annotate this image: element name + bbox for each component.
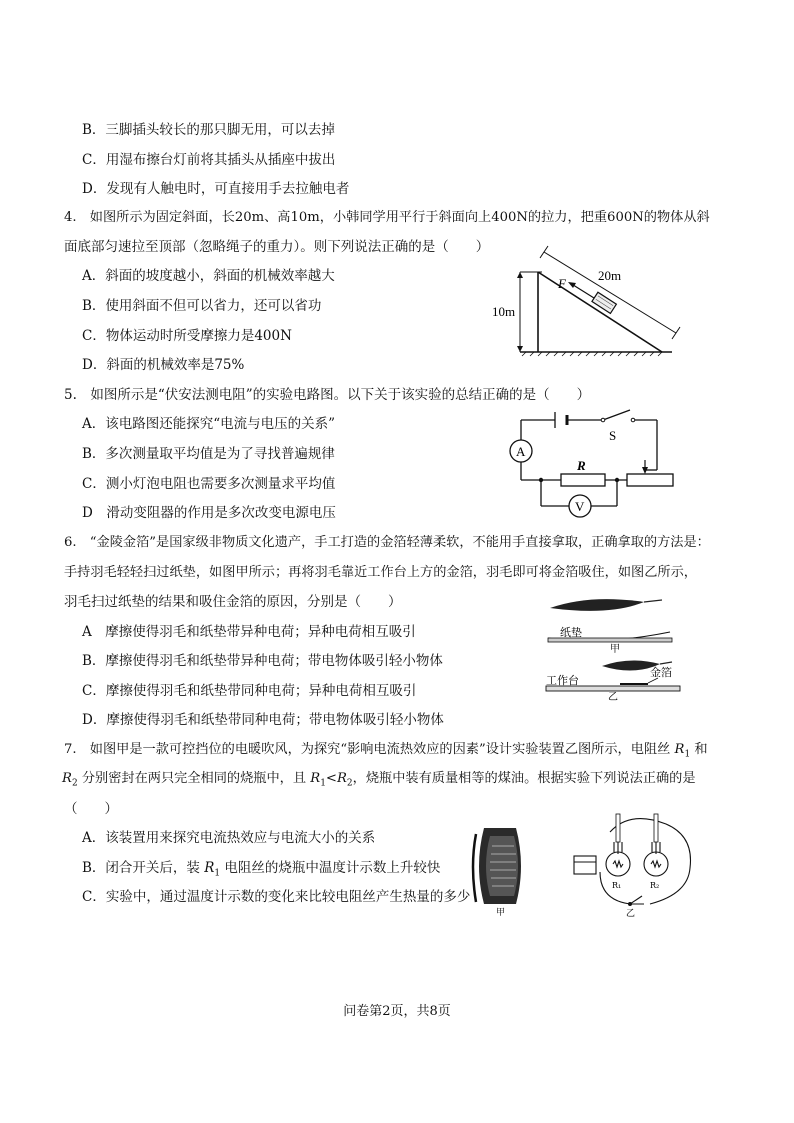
feather-figure bbox=[540, 594, 690, 702]
q7-option-a: A．该装置用来探究电流热效应与电流大小的关系 bbox=[82, 830, 376, 846]
q3-option-b: B．三脚插头较长的那只脚无用，可以去掉 bbox=[82, 122, 335, 138]
r2-flask-label: R₂ bbox=[650, 881, 660, 890]
gold-foil-label: 金箔 bbox=[650, 666, 672, 679]
q5-option-d: D 滑动变阻器的作用是多次改变电源电压 bbox=[82, 505, 336, 521]
q7-answer-blank: （ ） bbox=[64, 801, 118, 817]
switch-label: S bbox=[609, 428, 617, 443]
q6-stem-line2: 手持羽毛轻轻扫过纸垫，如图甲所示；再将羽毛靠近工作台上方的金箔，羽毛即可将金箔吸住，如图乙所示， bbox=[64, 565, 697, 580]
q5-option-b: B．多次测量取平均值是为了寻找普遍规律 bbox=[82, 446, 335, 462]
q6-option-a: A 摩擦使得羽毛和纸垫带异种电荷；异种电荷相互吸引 bbox=[82, 624, 416, 640]
q4-option-b: B．使用斜面不但可以省力，还可以省功 bbox=[82, 298, 322, 314]
q6-stem-line1: 6. “金陵金箔”是国家级非物质文化遗产，手工打造的金箔轻薄柔软，不能用手直接拿取，正确拿取的方法是： bbox=[64, 535, 710, 550]
q4-option-c: C．物体运动时所受摩擦力是400N bbox=[82, 328, 292, 344]
q6-stem-line3: 羽毛扫过纸垫的结果和吸住金箔的原因，分别是（ ） bbox=[64, 594, 402, 610]
q5-option-c: C．测小灯泡电阻也需要多次测量求平均值 bbox=[82, 476, 336, 492]
figure-yi-label: 乙 bbox=[608, 692, 618, 702]
height-label: 10m bbox=[492, 304, 516, 319]
q7-stem-line2: $R_2$ 分别密封在两只完全相同的烧瓶中，且 $R_1<R_2$，烧瓶中装有质量相等的煤油。根据实验下列说法正确的是 bbox=[62, 771, 696, 789]
q6-option-b: B．摩擦使得羽毛和纸垫带异种电荷；带电物体吸引轻小物体 bbox=[82, 653, 443, 669]
paper-pad-label: 纸垫 bbox=[560, 626, 582, 639]
ammeter-label: A bbox=[516, 444, 526, 459]
q5-stem: 5. 如图所示是“伏安法测电阻”的实验电路图。以下关于该实验的总结正确的是（ ） bbox=[64, 387, 591, 403]
q7-option-c: C．实验中，通过温度计示数的变化来比较电阻丝产生热量的多少 bbox=[82, 889, 471, 905]
heater-figure bbox=[470, 822, 532, 918]
r1-flask-label: R₁ bbox=[612, 881, 622, 890]
q6-option-d: D．摩擦使得羽毛和纸垫带同种电荷；带电物体吸引轻小物体 bbox=[82, 712, 444, 728]
page-footer: 问卷第2页，共8页 bbox=[343, 1004, 451, 1019]
voltmeter-label: V bbox=[575, 499, 585, 514]
q6-option-c: C．摩擦使得羽毛和纸垫带同种电荷；异种电荷相互吸引 bbox=[82, 683, 417, 699]
length-label: 20m bbox=[598, 268, 622, 283]
figure-yi-label-q7: 乙 bbox=[626, 909, 636, 919]
q7-option-b: B．闭合开关后，装 $R_1$ 电阻丝的烧瓶中温度计示数上升较快 bbox=[82, 860, 441, 879]
q7-stem-line1: 7. 如图甲是一款可控挡位的电暖吹风，为探究“影响电流热效应的因素”设计实验装置乙图所示，电阻丝 $R_1$ 和 bbox=[64, 742, 708, 760]
q3-option-c: C．用湿布擦台灯前将其插头从插座中拔出 bbox=[82, 152, 336, 168]
figure-jia-label: 甲 bbox=[610, 644, 620, 655]
q4-option-a: A．斜面的坡度越小，斜面的机械效率越大 bbox=[82, 268, 335, 284]
resistor-label: R bbox=[577, 458, 586, 473]
circuit-figure bbox=[505, 404, 685, 522]
workbench-label: 工作台 bbox=[546, 674, 579, 687]
q4-stem-line2: 面底部匀速拉至顶部（忽略绳子的重力）。则下列说法正确的是（ ） bbox=[64, 239, 490, 255]
thermal-apparatus-figure bbox=[570, 812, 702, 920]
incline-figure bbox=[490, 240, 690, 365]
q3-option-d: D．发现有人触电时，可直接用手去拉触电者 bbox=[82, 181, 350, 197]
figure-jia-label-q7: 甲 bbox=[496, 908, 506, 918]
force-label: F bbox=[558, 276, 566, 291]
q4-option-d: D．斜面的机械效率是75% bbox=[82, 357, 245, 373]
q4-stem-line1: 4. 如图所示为固定斜面，长20m、高10m，小韩同学用平行于斜面向上400N的拉力，把重600N的物体从斜 bbox=[64, 210, 710, 225]
q5-option-a: A．该电路图还能探究“电流与电压的关系” bbox=[82, 416, 336, 432]
